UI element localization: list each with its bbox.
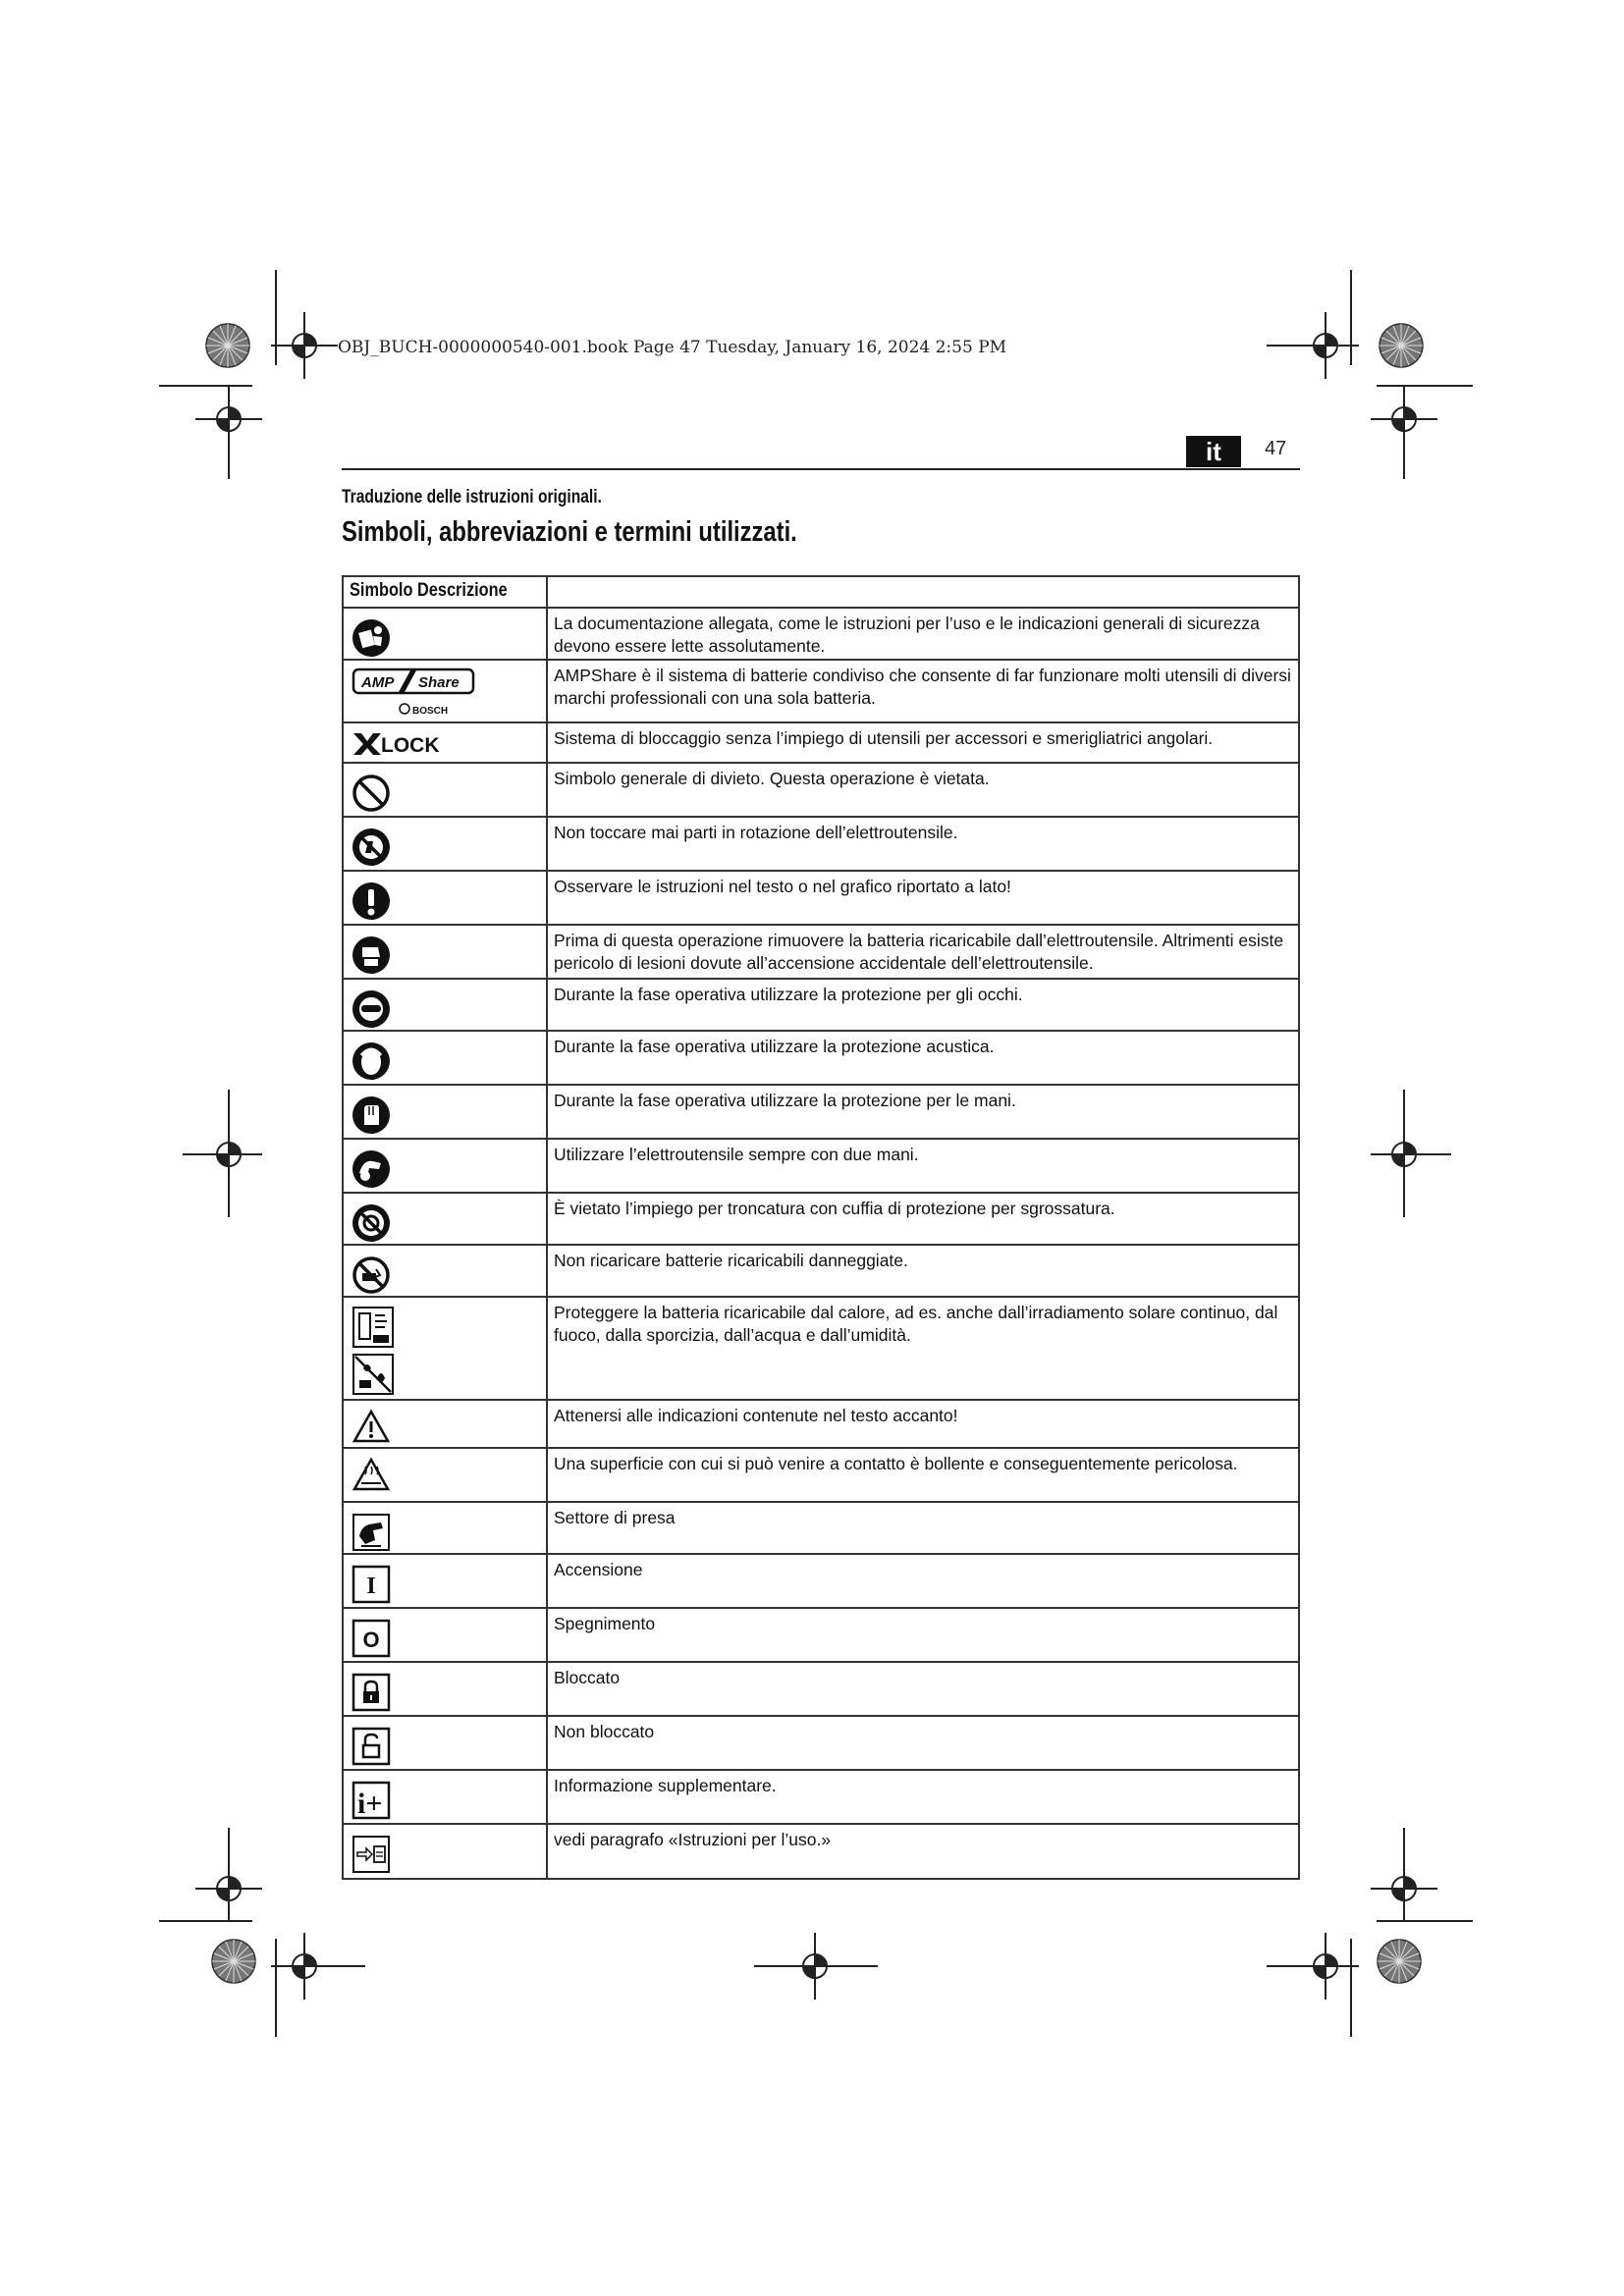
row-description: Una superficie con cui si può venire a contatto è bollente e conseguentemente pericolosa. [554, 1454, 1238, 1473]
ampshare-share-text: Share [418, 674, 460, 691]
table-row [343, 817, 1299, 871]
row-description: È vietato l’impiego per troncatura con cuffia di protezione per sgrossatura. [554, 1199, 1115, 1218]
ampshare-amp-text: AMP [361, 674, 395, 691]
row-description: Proteggere la batteria ricaricabile dal calore, ad es. anche dall’irradiamento solare continuo, dal fuoco, dalla sporcizia, dall’acqua e dall’umidità. [554, 1303, 1278, 1345]
row-description: Utilizzare l’elettroutensile sempre con due mani. [554, 1145, 919, 1164]
switch-on-icon [352, 1565, 391, 1604]
table-row [343, 722, 1299, 763]
row-description: Non bloccato [554, 1722, 655, 1741]
grip-area-icon [352, 1513, 391, 1552]
subtitle: Traduzione delle istruzioni originali. [342, 487, 602, 507]
switch-on-glyph: I [366, 1574, 376, 1599]
read-manual-icon [352, 618, 391, 658]
switch-off-icon [352, 1619, 391, 1658]
table-row [343, 1139, 1299, 1193]
info-glyph: i+ [357, 1788, 383, 1820]
hand-protection-icon [352, 1095, 391, 1135]
row-description: Spegnimento [554, 1614, 656, 1633]
two-hands-icon [352, 1149, 391, 1189]
language-tab: it [1186, 436, 1241, 467]
table-row [343, 1554, 1299, 1608]
row-description: Prima di questa operazione rimuovere la batteria ricaricabile dall’elettroutensile. Altrimenti esiste pericolo di lesioni dovute all’accensione accidentale dell’elettroutensile. [554, 931, 1284, 973]
see-section-icon [352, 1835, 391, 1874]
row-description: vedi paragrafo «Istruzioni per l’uso.» [554, 1830, 832, 1849]
hot-surface-icon [352, 1457, 391, 1492]
table-header: Simbolo Descrizione [350, 580, 508, 601]
battery-heat-water-icon [352, 1306, 395, 1396]
no-damaged-battery-icon [352, 1255, 391, 1295]
table-row [343, 660, 1299, 722]
table-row [343, 925, 1299, 979]
unlocked-icon [352, 1727, 391, 1766]
exclamation-icon [352, 881, 391, 921]
eye-protection-icon [352, 989, 391, 1029]
xlock-logo-icon [352, 729, 450, 757]
row-description: Attenersi alle indicazioni contenute nel testo accanto! [554, 1406, 958, 1425]
switch-off-glyph: O [362, 1628, 380, 1652]
warning-triangle-icon [352, 1409, 391, 1444]
table-row [343, 608, 1299, 660]
row-description: Informazione supplementare. [554, 1776, 777, 1795]
ear-protection-icon [352, 1041, 391, 1081]
row-description: La documentazione allegata, come le istruzioni per l’uso e le indicazioni generali di sicurezza devono essere lette assolutamente. [554, 614, 1260, 656]
table-row [343, 1193, 1299, 1245]
prohibition-icon [352, 774, 391, 813]
table-row [343, 1448, 1299, 1502]
row-description: AMPShare è il sistema di batterie condiviso che consente di far funzionare molti utensili di diversi marchi professionali con una sola batteria. [554, 666, 1291, 708]
remove-battery-icon [352, 935, 391, 975]
row-description: Bloccato [554, 1668, 621, 1687]
table-row [343, 1662, 1299, 1716]
no-cutting-guard-icon [352, 1203, 391, 1243]
row-description: Durante la fase operativa utilizzare la protezione per le mani. [554, 1091, 1016, 1110]
print-header: OBJ_BUCH-0000000540-001.book Page 47 Tuesday, January 16, 2024 2:55 PM [338, 338, 1007, 357]
table-row [343, 871, 1299, 925]
table-row [343, 1716, 1299, 1770]
table-row [343, 1297, 1299, 1400]
table-row [343, 1400, 1299, 1448]
table-row [343, 979, 1299, 1031]
table-row [343, 1502, 1299, 1554]
row-description: Non toccare mai parti in rotazione dell’elettroutensile. [554, 823, 958, 842]
row-description: Simbolo generale di divieto. Questa operazione è vietata. [554, 769, 990, 788]
table-row [343, 1085, 1299, 1139]
row-description: Non ricaricare batterie ricaricabili danneggiate. [554, 1251, 908, 1270]
no-touch-rotating-icon [352, 828, 391, 867]
row-description: Osservare le istruzioni nel testo o nel grafico riportato a lato! [554, 877, 1011, 896]
table-row [343, 763, 1299, 817]
xlock-text: LOCK [381, 734, 440, 757]
ampshare-logo-icon [352, 667, 479, 718]
row-description: Durante la fase operativa utilizzare la protezione per gli occhi. [554, 985, 1023, 1004]
row-description: Settore di presa [554, 1508, 676, 1527]
symbols-table [342, 575, 1300, 1880]
header-rule [342, 468, 1300, 470]
table-row [343, 1770, 1299, 1824]
table-header-row [343, 576, 1299, 608]
page-number: 47 [1265, 438, 1287, 459]
table-row [343, 1608, 1299, 1662]
row-description: Accensione [554, 1560, 643, 1579]
table-row [343, 1245, 1299, 1297]
row-description: Durante la fase operativa utilizzare la protezione acustica. [554, 1037, 995, 1056]
table-row [343, 1824, 1299, 1879]
additional-info-icon [352, 1781, 391, 1820]
ampshare-bosch-text: BOSCH [412, 706, 449, 717]
page-title: Simboli, abbreviazioni e termini utilizzati. [342, 516, 797, 548]
row-description: Sistema di bloccaggio senza l’impiego di utensili per accessori e smerigliatrici angolari. [554, 728, 1214, 748]
table-row [343, 1031, 1299, 1085]
locked-icon [352, 1673, 391, 1712]
